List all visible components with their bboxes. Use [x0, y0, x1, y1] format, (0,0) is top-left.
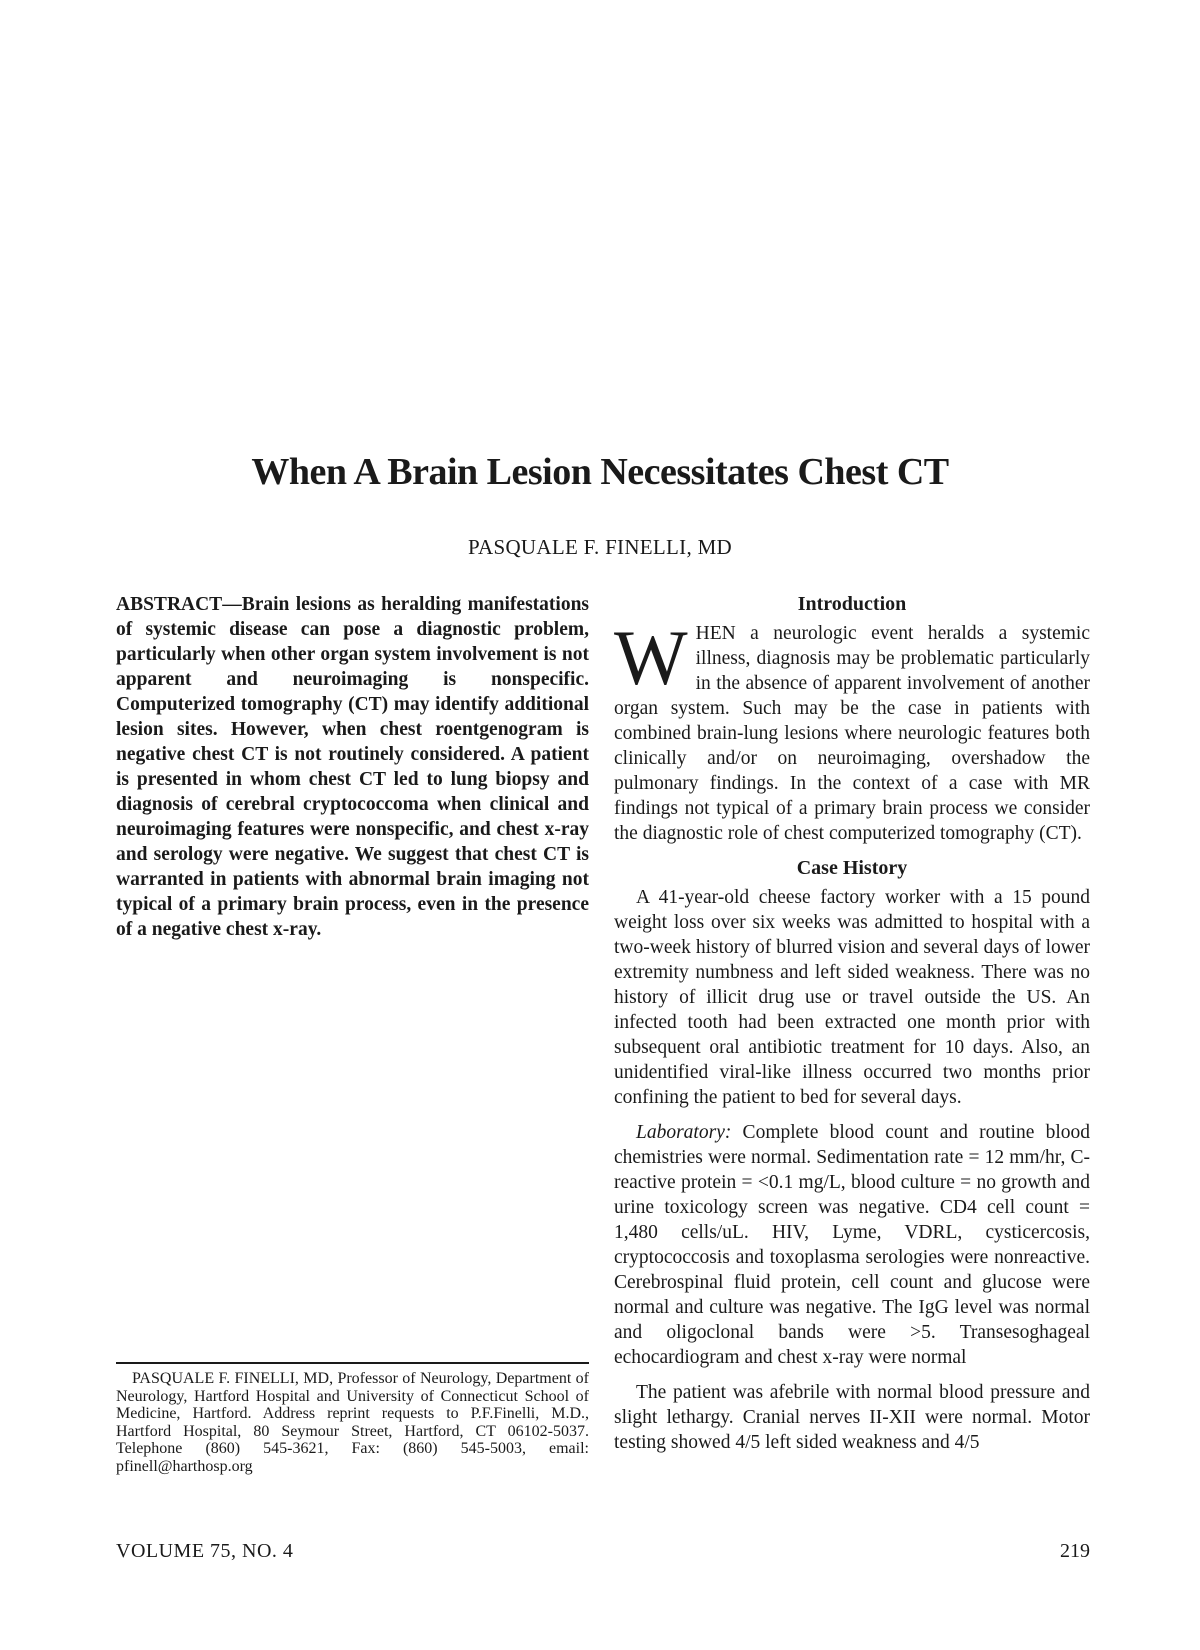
left-column: [116, 592, 589, 942]
page-number: 219: [1060, 1540, 1090, 1562]
abstract: ABSTRACT—Brain lesions as heralding manifestations of systemic disease can pose a diagnostic problem, particularly when other organ system involvement is not apparent and neuroimaging is nonspecific. Computerized tomography (CT) may identify additional lesion sites. However, when chest roentgenogram is negative chest CT is not routinely considered. A patient is presented in whom chest CT led to lung biopsy and diagnosis of cerebral cryptococcoma when clinical and neuroimaging features were nonspecific, and chest x-ray and serology were negative. We suggest that chest CT is warranted in patients with abnormal brain imaging not typical of a primary brain process, even in the presence of a negative chest x-ray.: [116, 594, 589, 940]
laboratory-text: Complete blood count and routine blood chemistries were normal. Sedimentation rate = 12 mm/hr, C-reactive protein = <0.1 mg/L, blood culture = no growth and urine toxicology screen was negative. CD4 cell count = 1,480 cells/uL. HIV, Lyme, VDRL, cysticercosis, cryptococcosis and toxoplasma serologies were nonreactive. Cerebrospinal fluid protein, cell count and glucose were normal and culture was negative. The IgG level was normal and oligoclonal bands were >5. Transesoghageal echocardiogram and chest x-ray were normal: [614, 1122, 1090, 1368]
footnote-divider: [116, 1362, 589, 1364]
right-column: [614, 592, 1090, 1455]
case-history-paragraph: A 41-year-old cheese factory worker with a 15 pound weight loss over six weeks was admitted to hospital with a two-week history of blurred vision and several days of lower extremity numbness and left sided weakness. There was no history of illicit drug use or travel outside the US. An infected tooth had been extracted one month prior with subsequent oral antibiotic treatment for 10 days. Also, an unidentified viral-like illness occurred two months prior confining the patient to bed for several days.: [614, 887, 1090, 1108]
introduction-heading: Introduction: [797, 593, 907, 615]
volume-footer: VOLUME 75, NO. 4: [116, 1540, 294, 1562]
exam-paragraph: The patient was afebrile with normal blood pressure and slight lethargy. Cranial nerves II-XII were normal. Motor testing showed 4/5 left sided weakness and 4/5: [614, 1382, 1090, 1453]
laboratory-paragraph: [614, 1120, 1090, 1370]
author-footnote: PASQUALE F. FINELLI, MD, Professor of Neurology, Department of Neurology, Hartford Hospital and University of Connecticut School of Medicine, Hartford. Address reprint requests to P.F.Finelli, M.D., Hartford Hospital, 80 Seymour Street, Hartford, CT 06102-5037. Telephone (860) 545-3621, Fax: (860) 545-5003, email: pfinell@harthosp.org: [116, 1370, 589, 1475]
introduction-paragraph: [614, 614, 1090, 846]
drop-cap: W: [614, 614, 688, 701]
article-title: When A Brain Lesion Necessitates Chest CT: [251, 451, 949, 493]
laboratory-label: Laboratory:: [636, 1122, 732, 1143]
case-history-heading: Case History: [796, 857, 908, 879]
introduction-text: HEN a neurologic event heralds a systemic illness, diagnosis may be problematic particularly in the absence of apparent involvement of another organ system. Such may be the case in patients with combined brain-lung lesions where neurologic features both clinically and/or on neuroimaging, overshadow the pulmonary findings. In the context of a case with MR findings not typical of a primary brain process we consider the diagnostic role of chest computerized tomography (CT).: [614, 623, 1090, 844]
author-line: PASQUALE F. FINELLI, MD: [467, 535, 733, 559]
